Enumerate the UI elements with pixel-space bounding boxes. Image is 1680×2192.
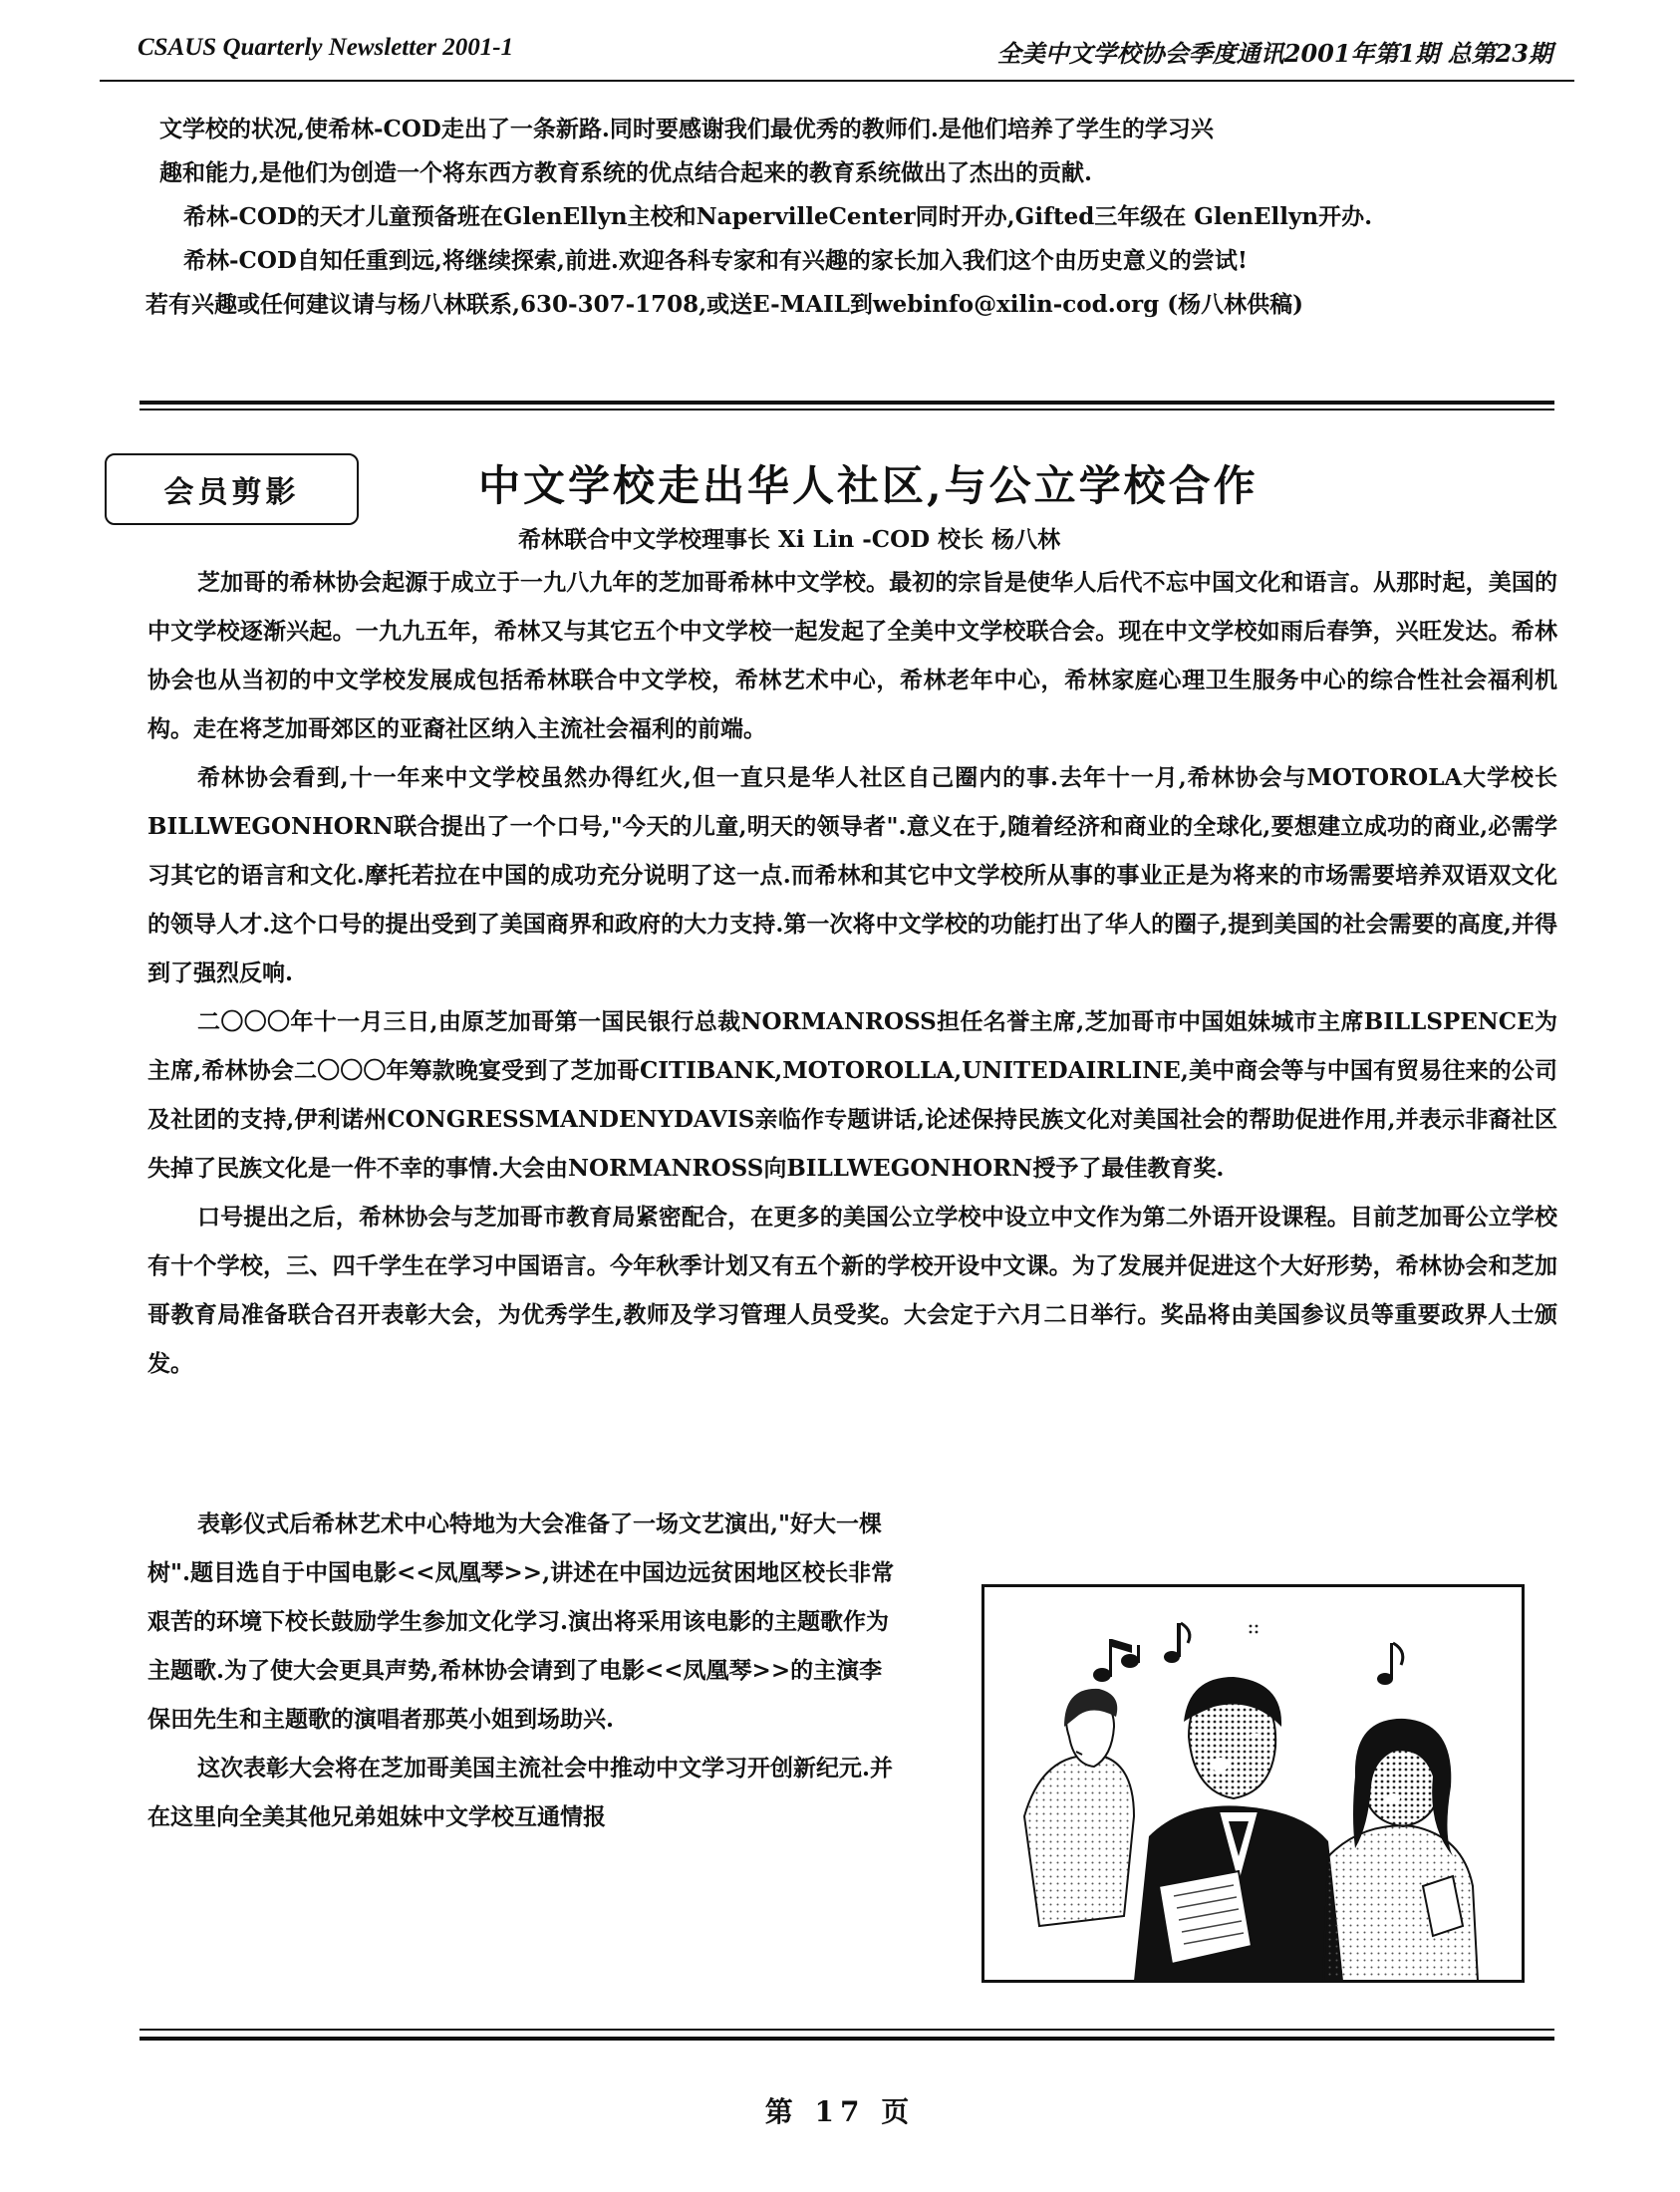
section-badge: 会员剪影 (105, 453, 359, 525)
page-header (138, 28, 1552, 78)
previous-article-tail (145, 108, 1554, 327)
music-note-icon (1164, 1623, 1190, 1663)
footer-rule-bottom (140, 2037, 1554, 2041)
singers-clipart (984, 1587, 1523, 1981)
article-body (147, 558, 1557, 1388)
text-line: 文学校的状况,使希林-COD走出了一条新路.同时要感谢我们最优秀的教师们.是他们培养了学生的学习兴 (159, 116, 1214, 142)
text-line: 希林-COD自知任重到远,将继续探索,前进.欢迎各科专家和有兴趣的家长加入我们这个由历史意义的尝试! (183, 247, 1248, 274)
paragraph: 表彰仪式后希林艺术中心特地为大会准备了一场文艺演出,"好大一棵树".题目选自于中国电影<<凤凰琴>>,讲述在中国边远贫困地区校长非常艰苦的环境下校长鼓励学生参加文化学习.演出将采用该电影的主题歌作为主题歌.为了使大会更具声势,希林协会请到了电影<<凤凰琴>>的主演李保田先生和主题歌的演唱者那英小姐到场助兴. (147, 1510, 895, 1733)
paragraph: 希林协会看到,十一年来中文学校虽然办得红火,但一直只是华人社区自己圈内的事.去年十一月,希林协会与MOTOROLA大学校长BILLWEGONHORN联合提出了一个口号,"今天的儿童,明天的领导者".意义在于,随着经济和商业的全球化,要想建立成功的商业,必需学习其它的语言和文化.摩托若拉在中国的成功充分说明了这一点.而希林和其它中文学校所从事的事业正是为将来的市场需要培养双语双文化的领导人才.这个口号的提出受到了美国商界和政府的大力支持.第一次将中文学校的功能打出了华人的圈子,提到美国的社会需要的高度,并得到了强烈反响. (147, 764, 1557, 986)
article-title: 中文学校走出华人社区,与公立学校合作 (478, 461, 1259, 510)
paragraph: 二〇〇〇年十一月三日,由原芝加哥第一国民银行总裁NORMANROSS担任名誉主席,芝加哥市中国姐妹城市主席BILLSPENCE为主席,希林协会二〇〇〇年筹款晚宴受到了芝加哥CITIBANK,MOTOROLLA,UNITEDAIRLINE,美中商会等与中国有贸易往来的公司及社团的支持,伊利诺州CONGRESSMANDENYDAVIS亲临作专题讲话,论述保持民族文化对美国社会的帮助促进作用,并表示非裔社区失掉了民族文化是一件不幸的事情.大会由NORMANROSS向BILLWEGONHORN授予了最佳教育奖. (147, 1008, 1557, 1182)
article-byline: 希林联合中文学校理事长 Xi Lin -COD 校长 杨八林 (518, 526, 1061, 553)
dotted-ornament-icon (1248, 1623, 1260, 1635)
footer-rule-top (140, 2029, 1554, 2031)
music-note-icon (1093, 1639, 1140, 1682)
header-rule (100, 80, 1574, 82)
section-divider-bottom (140, 409, 1554, 411)
text-line: 趣和能力,是他们为创造一个将东西方教育系统的优点结合起来的教育系统做出了杰出的贡献. (159, 159, 1093, 186)
text-line: 若有兴趣或任何建议请与杨八林联系,630-307-1708,或送E-MAIL到webinfo@xilin-cod.org (杨八林供稿) (145, 291, 1304, 318)
article-column (147, 1500, 905, 1841)
paragraph: 芝加哥的希林协会起源于成立于一九八九年的芝加哥希林中文学校。最初的宗旨是使华人后代不忘中国文化和语言。从那时起，美国的中文学校逐渐兴起。一九九五年，希林又与其它五个中文学校一起发起了全美中文学校联合会。现在中文学校如雨后春笋，兴旺发达。希林协会也从当初的中文学校发展成包括希林联合中文学校，希林艺术中心，希林老年中心，希林家庭心理卫生服务中心的综合性社会福利机构。走在将芝加哥郊区的亚裔社区纳入主流社会福利的前端。 (147, 569, 1557, 742)
text-line: 希林-COD的天才儿童预备班在GlenEllyn主校和NapervilleCenter同时开办,Gifted三年级在 GlenEllyn开办. (183, 203, 1373, 230)
music-note-icon (1377, 1643, 1403, 1685)
paragraph: 这次表彰大会将在芝加哥美国主流社会中推动中文学习开创新纪元.并在这里向全美其他兄弟姐妹中文学校互通情报 (147, 1755, 894, 1830)
singers-illustration (981, 1584, 1525, 1983)
newsletter-title-en: CSAUS Quarterly Newsletter 2001-1 (138, 34, 514, 61)
section-divider-top (140, 401, 1554, 405)
paragraph: 口号提出之后，希林协会与芝加哥市教育局紧密配合，在更多的美国公立学校中设立中文作为第二外语开设课程。目前芝加哥公立学校有十个学校，三、四千学生在学习中国语言。今年秋季计划又有五个新的学校开设中文课。为了发展并促进这个大好形势，希林协会和芝加哥教育局准备联合召开表彰大会，为优秀学生,教师及学习管理人员受奖。大会定于六月二日举行。奖品将由美国参议员等重要政界人士颁发。 (147, 1204, 1557, 1377)
page-number: 第 17 页 (764, 2095, 916, 2128)
newsletter-title-zh: 全美中文学校协会季度通讯2001年第1期 总第23期 (996, 39, 1552, 68)
